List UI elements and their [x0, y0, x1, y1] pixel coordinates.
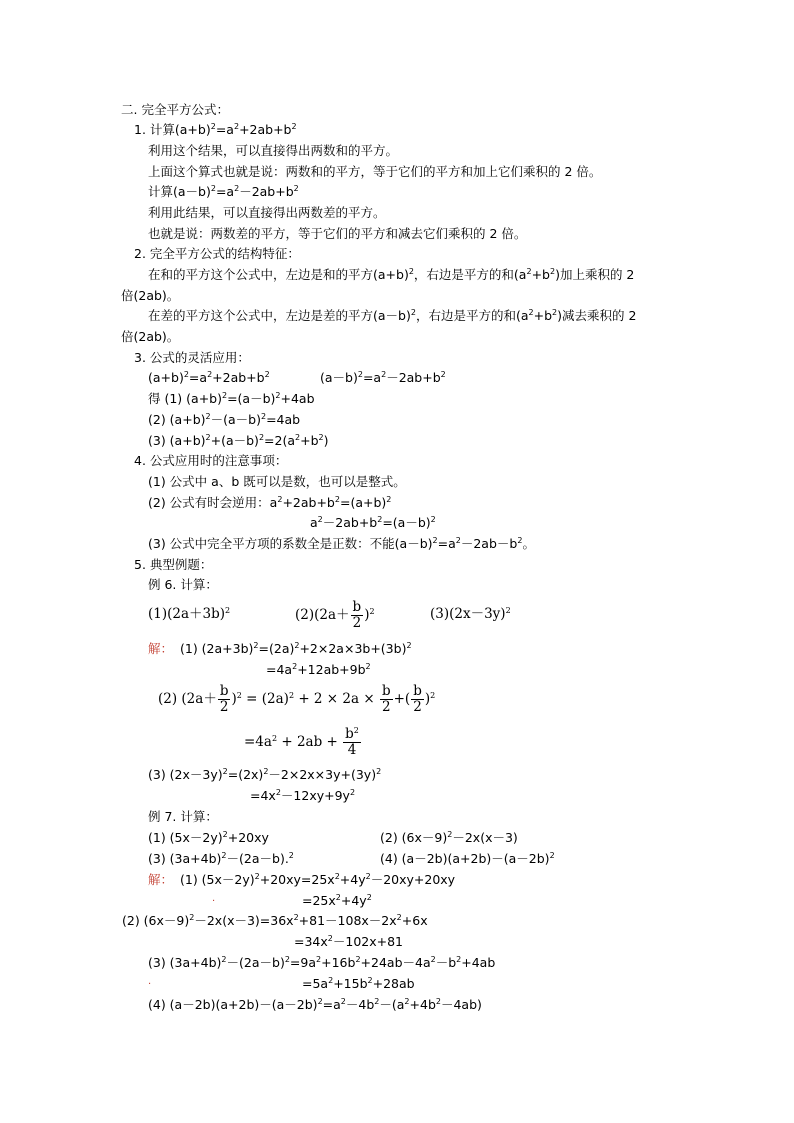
problem: (1) $(5x-2y)^2+20xy$	[148, 830, 269, 845]
formula: (2) $(a+b)^2-(a-b)^2=4ab$	[148, 412, 301, 427]
text-line: (2) 公式有时会逆用：$a^2+2ab+b^2=(a+b)^2$	[148, 495, 392, 510]
solution-2-line-1: (2) (2a＋ $\frac{b}{2}$ )$^2 = (2a)^2 + 2 \times 2a$ × $\frac{b}{2}$ +( $\frac{b}{2}$ )$^2$	[158, 683, 436, 715]
section-title: 二. 完全平方公式：	[121, 102, 229, 117]
text-line: 上面这个算式也就是说：两数和的平方，等于它们的平方和加上它们乘积的 2 倍。	[148, 164, 602, 179]
example-7-title: 例 7. 计算：	[148, 809, 218, 824]
formula: $a^2-2ab+b^2=(a-b)^2$	[310, 515, 436, 530]
formula: $(a-b)^2=a^2-2ab+b^2$	[320, 370, 446, 385]
text-line: 利用这个结果，可以直接得出两数和的平方。	[148, 143, 399, 158]
answer-label: 解：	[148, 641, 174, 656]
solution-line: $=25x^2+4y^2$	[302, 893, 372, 908]
problem: (2) $(6x-9)^2-2x(x-3)$	[380, 830, 518, 845]
problem-2: (2)(2a＋ $\frac{b}{2}$ )$^2$	[295, 599, 375, 631]
solution-line: (3) $(2x-3y)^2=(2x)^2-2\times 2x\times 3y+(3y)^2$	[148, 767, 382, 782]
solution-line: (4) $(a-2b)(a+2b)-(a-2b)^2=a^2-4b^2-(a^2+4b^2-4ab)$	[148, 997, 482, 1012]
stray-mark: .	[212, 893, 216, 904]
answer-label: 解：	[148, 872, 174, 887]
problem-3: $(3)(2x-3y)^2$	[430, 606, 511, 622]
item-3-heading: 3. 公式的灵活应用：	[134, 350, 250, 365]
item-2-heading: 2. 完全平方公式的结构特征：	[134, 246, 300, 261]
text-line: 倍(2ab)。	[121, 329, 180, 344]
text-line: (1) 公式中 a、b 既可以是数，也可以是整式。	[148, 474, 406, 489]
solution-line: $=4a^2+12ab+9b^2$	[266, 662, 371, 677]
problem-1: $(1)(2a+3b)^2$	[148, 606, 231, 622]
solution-2-line-2: $=4a^2 + 2ab$ + $\frac{b^2}{4}$	[244, 726, 359, 758]
solution-line: (1) $(2a+3b)^2=(2a)^2+2\times 2a\times 3b+(3b)^2$	[180, 641, 412, 656]
solution-line: (3) $(3a+4b)^2-(2a-b)^2=9a^2+16b^2+24ab-4a^2-b^2+4ab$	[148, 955, 496, 970]
solution-line: $=4x^2-12xy+9y^2$	[250, 788, 356, 803]
formula: (3) $(a+b)^2+(a-b)^2=2(a^2+b^2)$	[148, 433, 329, 448]
text-line: 倍(2ab)。	[121, 288, 180, 303]
fraction-b2-over-4: $\frac{b^2}{4}$	[345, 726, 359, 758]
item-4-heading: 4. 公式应用时的注意事项：	[134, 453, 288, 468]
problem: (4) $(a-2b)(a+2b)-(a-2b)^2$	[380, 851, 555, 866]
formula: $(a+b)^2=a^2+2ab+b^2$	[148, 370, 270, 385]
text-line: (3) 公式中完全平方项的系数全是正数：不能$(a-b)^2=a^2-2ab-b^2$。	[148, 536, 535, 551]
text-line: 计算$(a-b)^2=a^2-2ab+b^2$	[148, 184, 299, 199]
fraction-b-over-2: $\frac{b}{2}$	[219, 683, 229, 715]
fraction-b-over-2: $\frac{b}{2}$	[381, 683, 391, 715]
fraction-b-over-2: $\frac{b}{2}$	[352, 599, 362, 631]
text-line: 在和的平方这个公式中，左边是和的平方$(a+b)^2$，右边是平方的和$(a^2+b^2)$加上乘积的 2	[148, 267, 635, 282]
text-line: 也就是说：两数差的平方，等于它们的平方和减去它们乘积的 2 倍。	[148, 226, 527, 241]
example-6-title: 例 6. 计算：	[148, 577, 218, 592]
solution-line: $=5a^2+15b^2+28ab$	[302, 976, 415, 991]
text-line: 在差的平方这个公式中，左边是差的平方$(a-b)^2$，右边是平方的和$(a^2+b^2)$减去乘积的 2	[148, 308, 637, 323]
problem: (3) $(3a+4b)^2-(2a-b).^2$	[148, 851, 294, 866]
item-1-heading: 1. 计算$(a+b)^2=a^2+2ab+b^2$	[134, 122, 297, 137]
solution-line: $=34x^2-102x+81$	[294, 934, 404, 949]
fraction-b-over-2: $\frac{b}{2}$	[413, 683, 422, 715]
solution-line: (2) $(6x-9)^2-2x(x-3)=36x^2+81-108x-2x^2+6x$	[122, 913, 428, 928]
text-line: 利用此结果，可以直接得出两数差的平方。	[148, 205, 386, 220]
solution-line: (1) $(5x-2y)^2+20xy=25x^2+4y^2-20xy+20xy$	[180, 872, 456, 887]
item-5-heading: 5. 典型例题：	[134, 557, 213, 572]
formula: 得 (1) $(a+b)^2=(a-b)^2+4ab$	[148, 391, 315, 406]
stray-mark: .	[148, 976, 152, 987]
